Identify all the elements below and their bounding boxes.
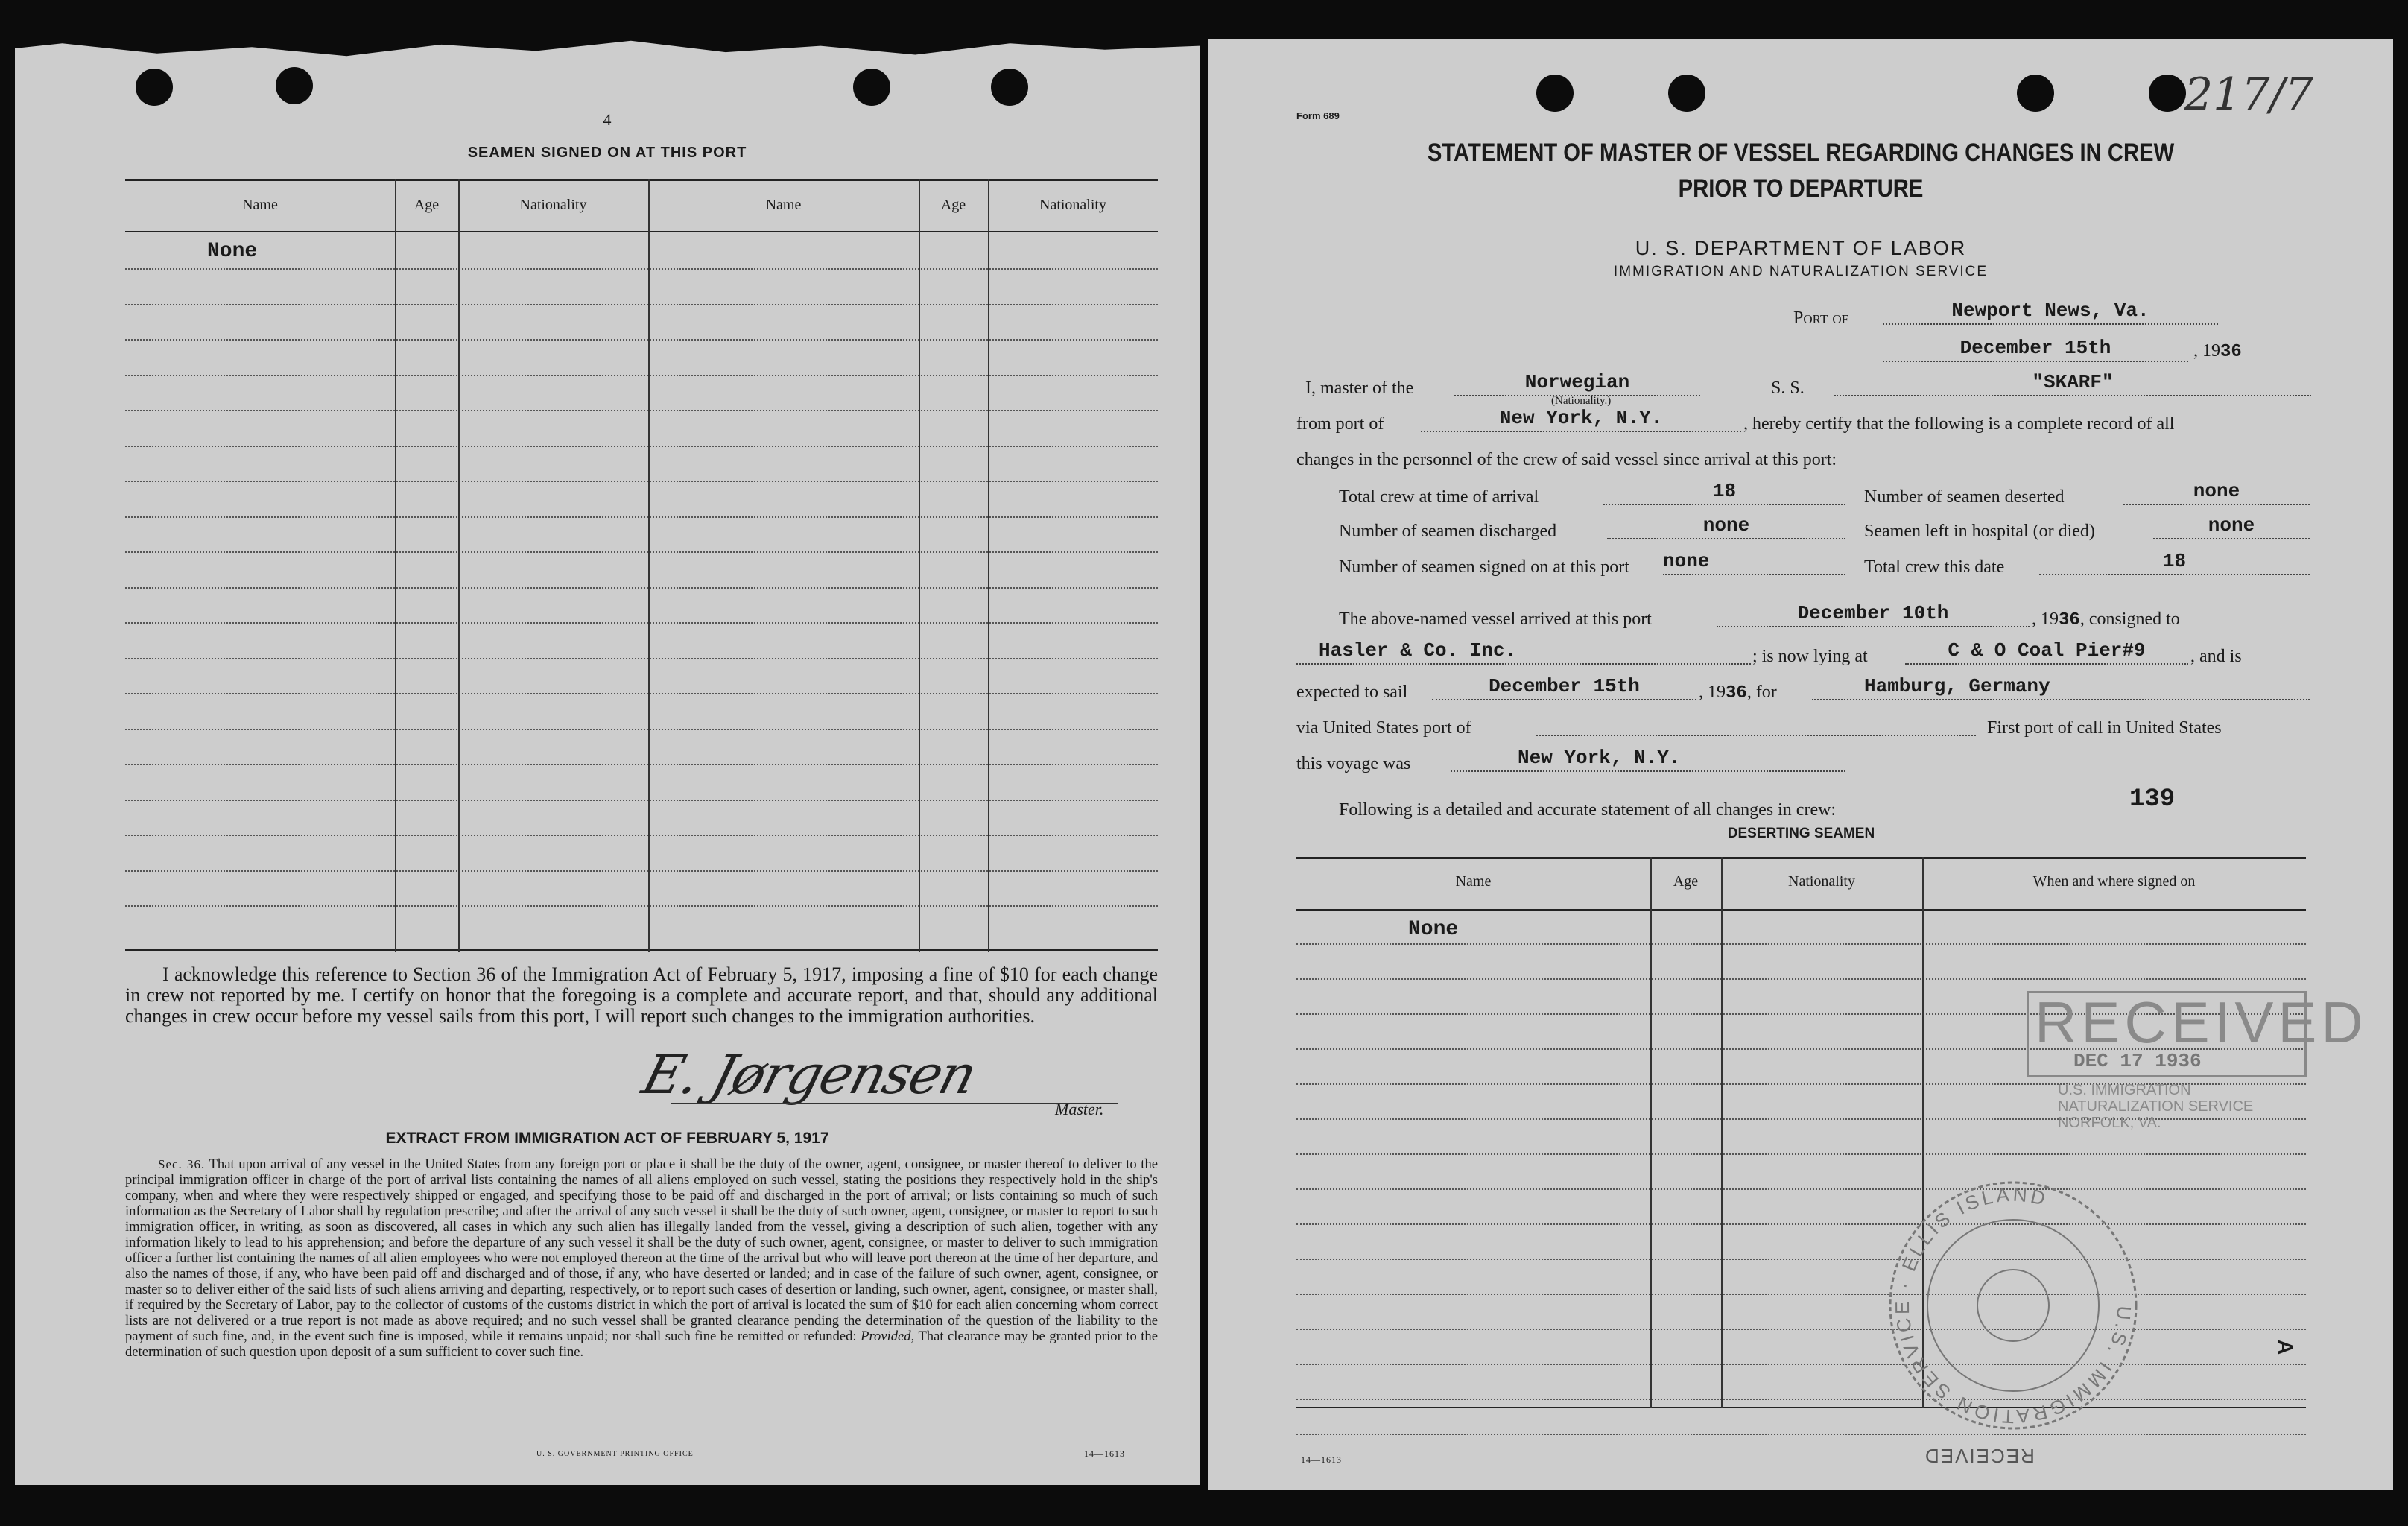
mark-a: A bbox=[2274, 1339, 2298, 1355]
table-entry: None bbox=[1408, 918, 1459, 941]
expected-field: December 15th bbox=[1432, 677, 1696, 700]
total-arrival-label: Total crew at time of arrival bbox=[1339, 487, 1539, 507]
total-date-label: Total crew this date bbox=[1864, 557, 2005, 577]
title-line1: STATEMENT OF MASTER OF VESSEL REGARDING CHANGES IN CREW bbox=[1427, 139, 2175, 167]
table-rule bbox=[125, 516, 1158, 518]
section-body: That upon arrival of any vessel in the United States from any foreign port or place it shall be the duty of the owner, agent, consignee, or master thereof to deliver to the principal immigration officer in charge of the port of arrival lists containing the names of all aliens employed on such vessel, stating the positions they respectively hold in the ship's company, when and where they were respectively shipped or engaged, and specifying those to be paid off and discharged in the port of arrival; or lists containing so much of such information as the Secretary of Labor shall by regulation prescribe; and after the arrival of any such vessel it shall be the duty of such owner, agent, consignee, or master to report to such immigration officer, in writing, as soon as discovered, all cases in which any such alien has illegally landed from the vessel, giving a description of such alien, together with any information likely to lead to his apprehension; and before the departure of any such vessel it shall be the duty of such owner, agent, consignee, or master to deliver to such immigration officer a further list containing the names of all alien employees who were not employed thereon at the time of the arrival but who will leave port thereon at the time of her departure, and also the names of those, if any, who have been paid off and discharged and of those, if any, who have deserted or landed; and in case of the failure of such owner, agent, consignee, or master so to deliver either of the said lists of such aliens arriving and departing, respectively, or to report such cases of desertion or landing, such owner, agent, consignee, or master shall, if required by the Secretary of Labor, pay to the collector of customs of the customs district in which the port of arrival is located the sum of $10 for each alien concerning whom correct lists are not delivered or a true report is not made as above required; and no such vessel shall be granted clearance pending the determination of the question of the liability to the payment of such fine, and, in the event such fine is imposed, while it remains unpaid; nor shall such fine be remitted or refunded: bbox=[125, 1156, 1158, 1344]
ss-label: S. S. bbox=[1771, 379, 1805, 398]
table-rule bbox=[1296, 978, 2306, 980]
table-rule bbox=[125, 481, 1158, 482]
table-rule bbox=[1296, 943, 2306, 945]
column-header: When and where signed on bbox=[2032, 873, 2196, 890]
signature-role: Master. bbox=[1055, 1100, 1104, 1118]
column-header: Name bbox=[242, 196, 278, 213]
column-header: Name bbox=[765, 196, 802, 213]
form-code: 14—1613 bbox=[1084, 1449, 1125, 1459]
table-rule bbox=[1296, 1399, 2306, 1400]
section-36-text bbox=[125, 1156, 1158, 1360]
column-header: Age bbox=[940, 196, 966, 213]
port-field: Newport News, Va. bbox=[1883, 301, 2218, 325]
destination-field: Hamburg, Germany bbox=[1812, 677, 2310, 700]
hospital-label: Seamen left in hospital (or died) bbox=[1864, 522, 2095, 541]
date-year: , 1936 bbox=[2193, 341, 2242, 362]
nationality-hint: (Nationality.) bbox=[1551, 395, 1612, 407]
acknowledgement-text: I acknowledge this reference to Section 36 of the Immigration Act of February 5, 1917, imposing a fine of $10 for each change in crew not reported by me. I certify on honor that the foregoing is a complete and accurate report, and that, should any additional changes in crew occur before my vessel sails from this port, I will report such changes to the immigration authorities. bbox=[125, 963, 1158, 1027]
master-signature: E. Jørgensen bbox=[636, 1043, 983, 1106]
column-header: Age bbox=[414, 196, 440, 213]
port-label: Port of bbox=[1793, 308, 1849, 328]
punch-hole bbox=[1536, 75, 1574, 112]
lying-label: ; is now lying at bbox=[1752, 647, 1868, 666]
table-rule bbox=[125, 622, 1158, 624]
table-rule bbox=[125, 339, 1158, 341]
table-rule bbox=[125, 693, 1158, 694]
column-header: Nationality bbox=[1039, 196, 1106, 213]
round-stamp-text: U.S. IMMIGRATION SERVICE · ELLIS ISLAND bbox=[1890, 1183, 2136, 1428]
signed-on-field: none bbox=[1663, 551, 1845, 575]
hospital-field: none bbox=[2153, 516, 2310, 539]
table-bottom-rule bbox=[1296, 1407, 2306, 1408]
deserted-field: none bbox=[2123, 481, 2310, 505]
from-port-field: New York, N.Y. bbox=[1421, 408, 1741, 432]
signed-on-label: Number of seamen signed on at this port bbox=[1339, 557, 1629, 577]
service: IMMIGRATION AND NATURALIZATION SERVICE bbox=[1613, 264, 1989, 279]
table-rule bbox=[1296, 1223, 2306, 1225]
expected-year: , 1936, for bbox=[1699, 683, 1777, 703]
torn-edge bbox=[15, 36, 1200, 61]
right-page bbox=[1208, 39, 2393, 1490]
page-number: 4 bbox=[603, 110, 612, 129]
left-page bbox=[15, 36, 1200, 1485]
punch-hole bbox=[853, 69, 890, 106]
from-port-label: from port of bbox=[1296, 414, 1384, 434]
proviso-text: That clearance may be granted prior to the determination of such question upon deposit of a sum sufficient to cover such fine. bbox=[125, 1329, 1158, 1360]
deserted-label: Number of seamen deserted bbox=[1864, 487, 2065, 507]
department: U. S. DEPARTMENT OF LABOR bbox=[1635, 237, 1967, 259]
total-date-field: 18 bbox=[2039, 551, 2310, 575]
column-header: Nationality bbox=[1788, 873, 1855, 890]
table-title: SEAMEN SIGNED ON AT THIS PORT bbox=[467, 145, 747, 161]
table-bottom-rule bbox=[125, 949, 1158, 951]
column-header: Name bbox=[1455, 873, 1492, 890]
arrived-label: The above-named vessel arrived at this port bbox=[1339, 610, 1652, 629]
column-header: Age bbox=[1673, 873, 1699, 890]
table-rule bbox=[125, 800, 1158, 801]
voyage-label: this voyage was bbox=[1296, 754, 1411, 773]
table-rule bbox=[1296, 1294, 2306, 1295]
table-rule bbox=[1296, 1188, 2306, 1190]
expected-label: expected to sail bbox=[1296, 683, 1408, 702]
date-field: December 15th bbox=[1883, 338, 2188, 362]
changes-text: changes in the personnel of the crew of said vessel since arrival at this port: bbox=[1296, 450, 1837, 469]
form-number: Form 689 bbox=[1296, 110, 1340, 121]
extract-title: EXTRACT FROM IMMIGRATION ACT OF FEBRUARY 5, 1917 bbox=[385, 1130, 829, 1147]
table-rule bbox=[1296, 1329, 2306, 1330]
lying-field: C & O Coal Pier#9 bbox=[1905, 641, 2188, 665]
table-rule bbox=[125, 905, 1158, 907]
table-rule bbox=[125, 551, 1158, 553]
round-stamp bbox=[1879, 1171, 2147, 1440]
following-text: Following is a detailed and accurate statement of all changes in crew: bbox=[1339, 800, 1837, 820]
received-stamp-lines: U.S. IMMIGRATION NATURALIZATION SERVICE NORFOLK, VA. bbox=[2058, 1082, 2254, 1131]
punch-hole bbox=[276, 67, 313, 104]
form-code: 14—1613 bbox=[1301, 1454, 1342, 1465]
bottom-stamp: RECEIVED bbox=[1924, 1445, 2035, 1467]
consignee-field: Hasler & Co. Inc. bbox=[1296, 641, 1751, 665]
master-of-label: I, master of the bbox=[1305, 379, 1414, 398]
proviso-label: Provided, bbox=[861, 1329, 915, 1344]
table-rule bbox=[125, 729, 1158, 730]
first-port-label: First port of call in United States bbox=[1987, 718, 2222, 738]
table-rule bbox=[1296, 1153, 2306, 1155]
via-label: via United States port of bbox=[1296, 718, 1471, 738]
voyage-field: New York, N.Y. bbox=[1451, 748, 1845, 772]
punch-hole bbox=[136, 69, 173, 106]
punch-hole bbox=[2017, 75, 2054, 112]
deserting-seamen-table bbox=[1296, 857, 2306, 1408]
discharged-label: Number of seamen discharged bbox=[1339, 522, 1557, 541]
table-rule bbox=[125, 764, 1158, 765]
table-rule bbox=[125, 410, 1158, 411]
table-rule bbox=[125, 587, 1158, 589]
title-line2: PRIOR TO DEPARTURE bbox=[1678, 174, 1924, 203]
vessel-name-field: "SKARF" bbox=[1834, 373, 2311, 396]
punch-hole bbox=[1668, 75, 1705, 112]
arrived-field: December 10th bbox=[1717, 604, 2030, 627]
table-rule bbox=[125, 835, 1158, 836]
file-number: 217/7 bbox=[2184, 69, 2313, 121]
received-stamp: RECEIVED DEC 17 1936 bbox=[2027, 991, 2307, 1077]
certify-text: , hereby certify that the following is a complete record of all bbox=[1743, 414, 2175, 434]
section-label: Sec. 36. bbox=[158, 1157, 206, 1171]
arrived-year: , 1936, consigned to bbox=[2032, 610, 2180, 630]
nationality-field: Norwegian bbox=[1454, 373, 1700, 396]
table-rule bbox=[125, 268, 1158, 270]
punch-hole bbox=[2149, 75, 2186, 112]
deserting-title: DESERTING SEAMEN bbox=[1727, 826, 1875, 841]
table-rule bbox=[125, 870, 1158, 872]
table-entry: None bbox=[207, 240, 258, 263]
table-rule bbox=[1296, 1364, 2306, 1365]
table-rule bbox=[125, 304, 1158, 305]
table-rule bbox=[1296, 1259, 2306, 1260]
stamped-number: 139 bbox=[2129, 785, 2176, 814]
printer-imprint: U. S. GOVERNMENT PRINTING OFFICE bbox=[536, 1450, 694, 1458]
seamen-signed-on-table bbox=[125, 179, 1158, 952]
via-field bbox=[1536, 712, 1976, 736]
total-arrival-field: 18 bbox=[1603, 481, 1845, 505]
column-header: Nationality bbox=[519, 196, 587, 213]
and-is-text: , and is bbox=[2190, 647, 2242, 666]
table-rule bbox=[125, 375, 1158, 376]
table-rule bbox=[125, 446, 1158, 447]
punch-hole bbox=[991, 69, 1028, 106]
table-rule bbox=[125, 658, 1158, 659]
table-rule bbox=[1296, 1434, 2306, 1435]
discharged-field: none bbox=[1607, 516, 1845, 539]
